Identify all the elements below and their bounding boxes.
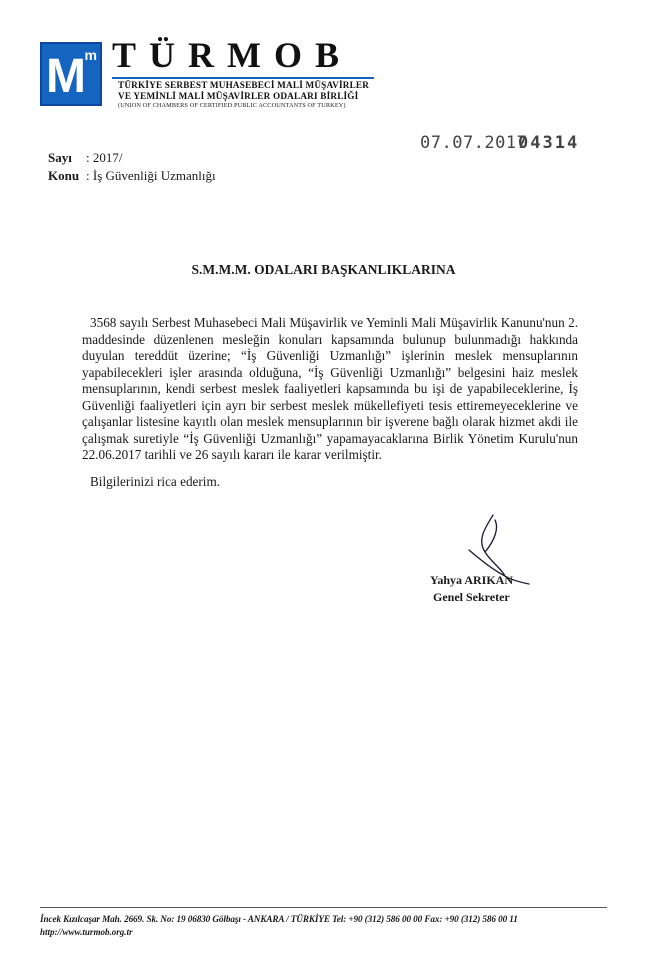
reference-number-value: : 2017/ bbox=[86, 150, 123, 165]
stamp-date: 07.07.2017 bbox=[420, 133, 528, 153]
footer-website-link[interactable]: http://www.turmob.org.tr bbox=[40, 927, 133, 937]
signatory-name: Yahya ARIKAN bbox=[430, 573, 514, 587]
footer-divider bbox=[40, 907, 607, 908]
subject-row bbox=[48, 168, 216, 184]
letter-body bbox=[82, 315, 578, 464]
organization-full-name-line1: TÜRKİYE SERBEST MUHASEBECİ MALİ MÜŞAVİRLER bbox=[118, 80, 370, 90]
subject-label: Konu bbox=[48, 168, 80, 183]
logo-superscript: m bbox=[84, 47, 97, 63]
body-paragraph: 3568 sayılı Serbest Muhasebeci Mali Müşavirlik ve Yeminli Mali Müşavirlik Kanunu'nun 2. maddesinde düzenlenen mesleğin konuları kapsamında bulunup bulunmadığı hakkında duyulan tereddüt üzerine; “İş Güvenliği Uzmanlığı” işlerinin meslek mensuplarının yapabilecekleri işler arasında olduğuna, “İş Güvenliği Uzmanlığı” belgesini haiz meslek mensuplarının, kendi serbest meslek faaliyetleri kapsamında bu işi de yapabileceklerine, İş Güvenliği faaliyetleri için ayrı bir serbest meslek mükellefiyeti tesis ettiremeyeceklerine ve çalışanlar listesine kayıtlı olan meslek mensuplarının bir işverene bağlı olarak hizmet akdi ile çalışmak suretiyle “İş Güvenliği Uzmanlığı” yapamayacaklarına Birlik Yönetim Kurulu'nun 22.06.2017 tarihli ve 26 sayılı kararı ile karar verilmiştir. bbox=[82, 315, 578, 462]
logo-letter: M bbox=[46, 50, 84, 103]
turmob-logo bbox=[40, 42, 102, 106]
header-divider bbox=[112, 77, 374, 79]
signatory-title: Genel Sekreter bbox=[433, 590, 510, 604]
addressee-heading: S.M.M.M. ODALARI BAŞKANLIKLARINA bbox=[191, 262, 456, 277]
subject-value: : İş Güvenliği Uzmanlığı bbox=[86, 168, 216, 183]
organization-name: TÜRMOB bbox=[112, 35, 352, 75]
stamp-number: 04314 bbox=[518, 133, 580, 153]
closing-line: Bilgilerinizi rica ederim. bbox=[90, 474, 220, 489]
organization-full-name-line2: VE YEMİNLİ MALİ MÜŞAVİRLER ODALARI BİRLİĞİ bbox=[118, 91, 359, 101]
organization-english-name: (UNION OF CHAMBERS OF CERTIFIED PUBLIC ACCOUNTANTS OF TURKEY) bbox=[118, 102, 346, 109]
reference-number-label: Sayı bbox=[48, 150, 72, 165]
footer-address: İncek Kızılcaşar Mah. 2669. Sk. No: 19 06830 Gölbaşı - ANKARA / TÜRKİYE Tel: +90 (312) 586 00 00 Fax: +90 (312) 586 00 11 bbox=[40, 914, 518, 924]
reference-number-row bbox=[48, 150, 122, 166]
